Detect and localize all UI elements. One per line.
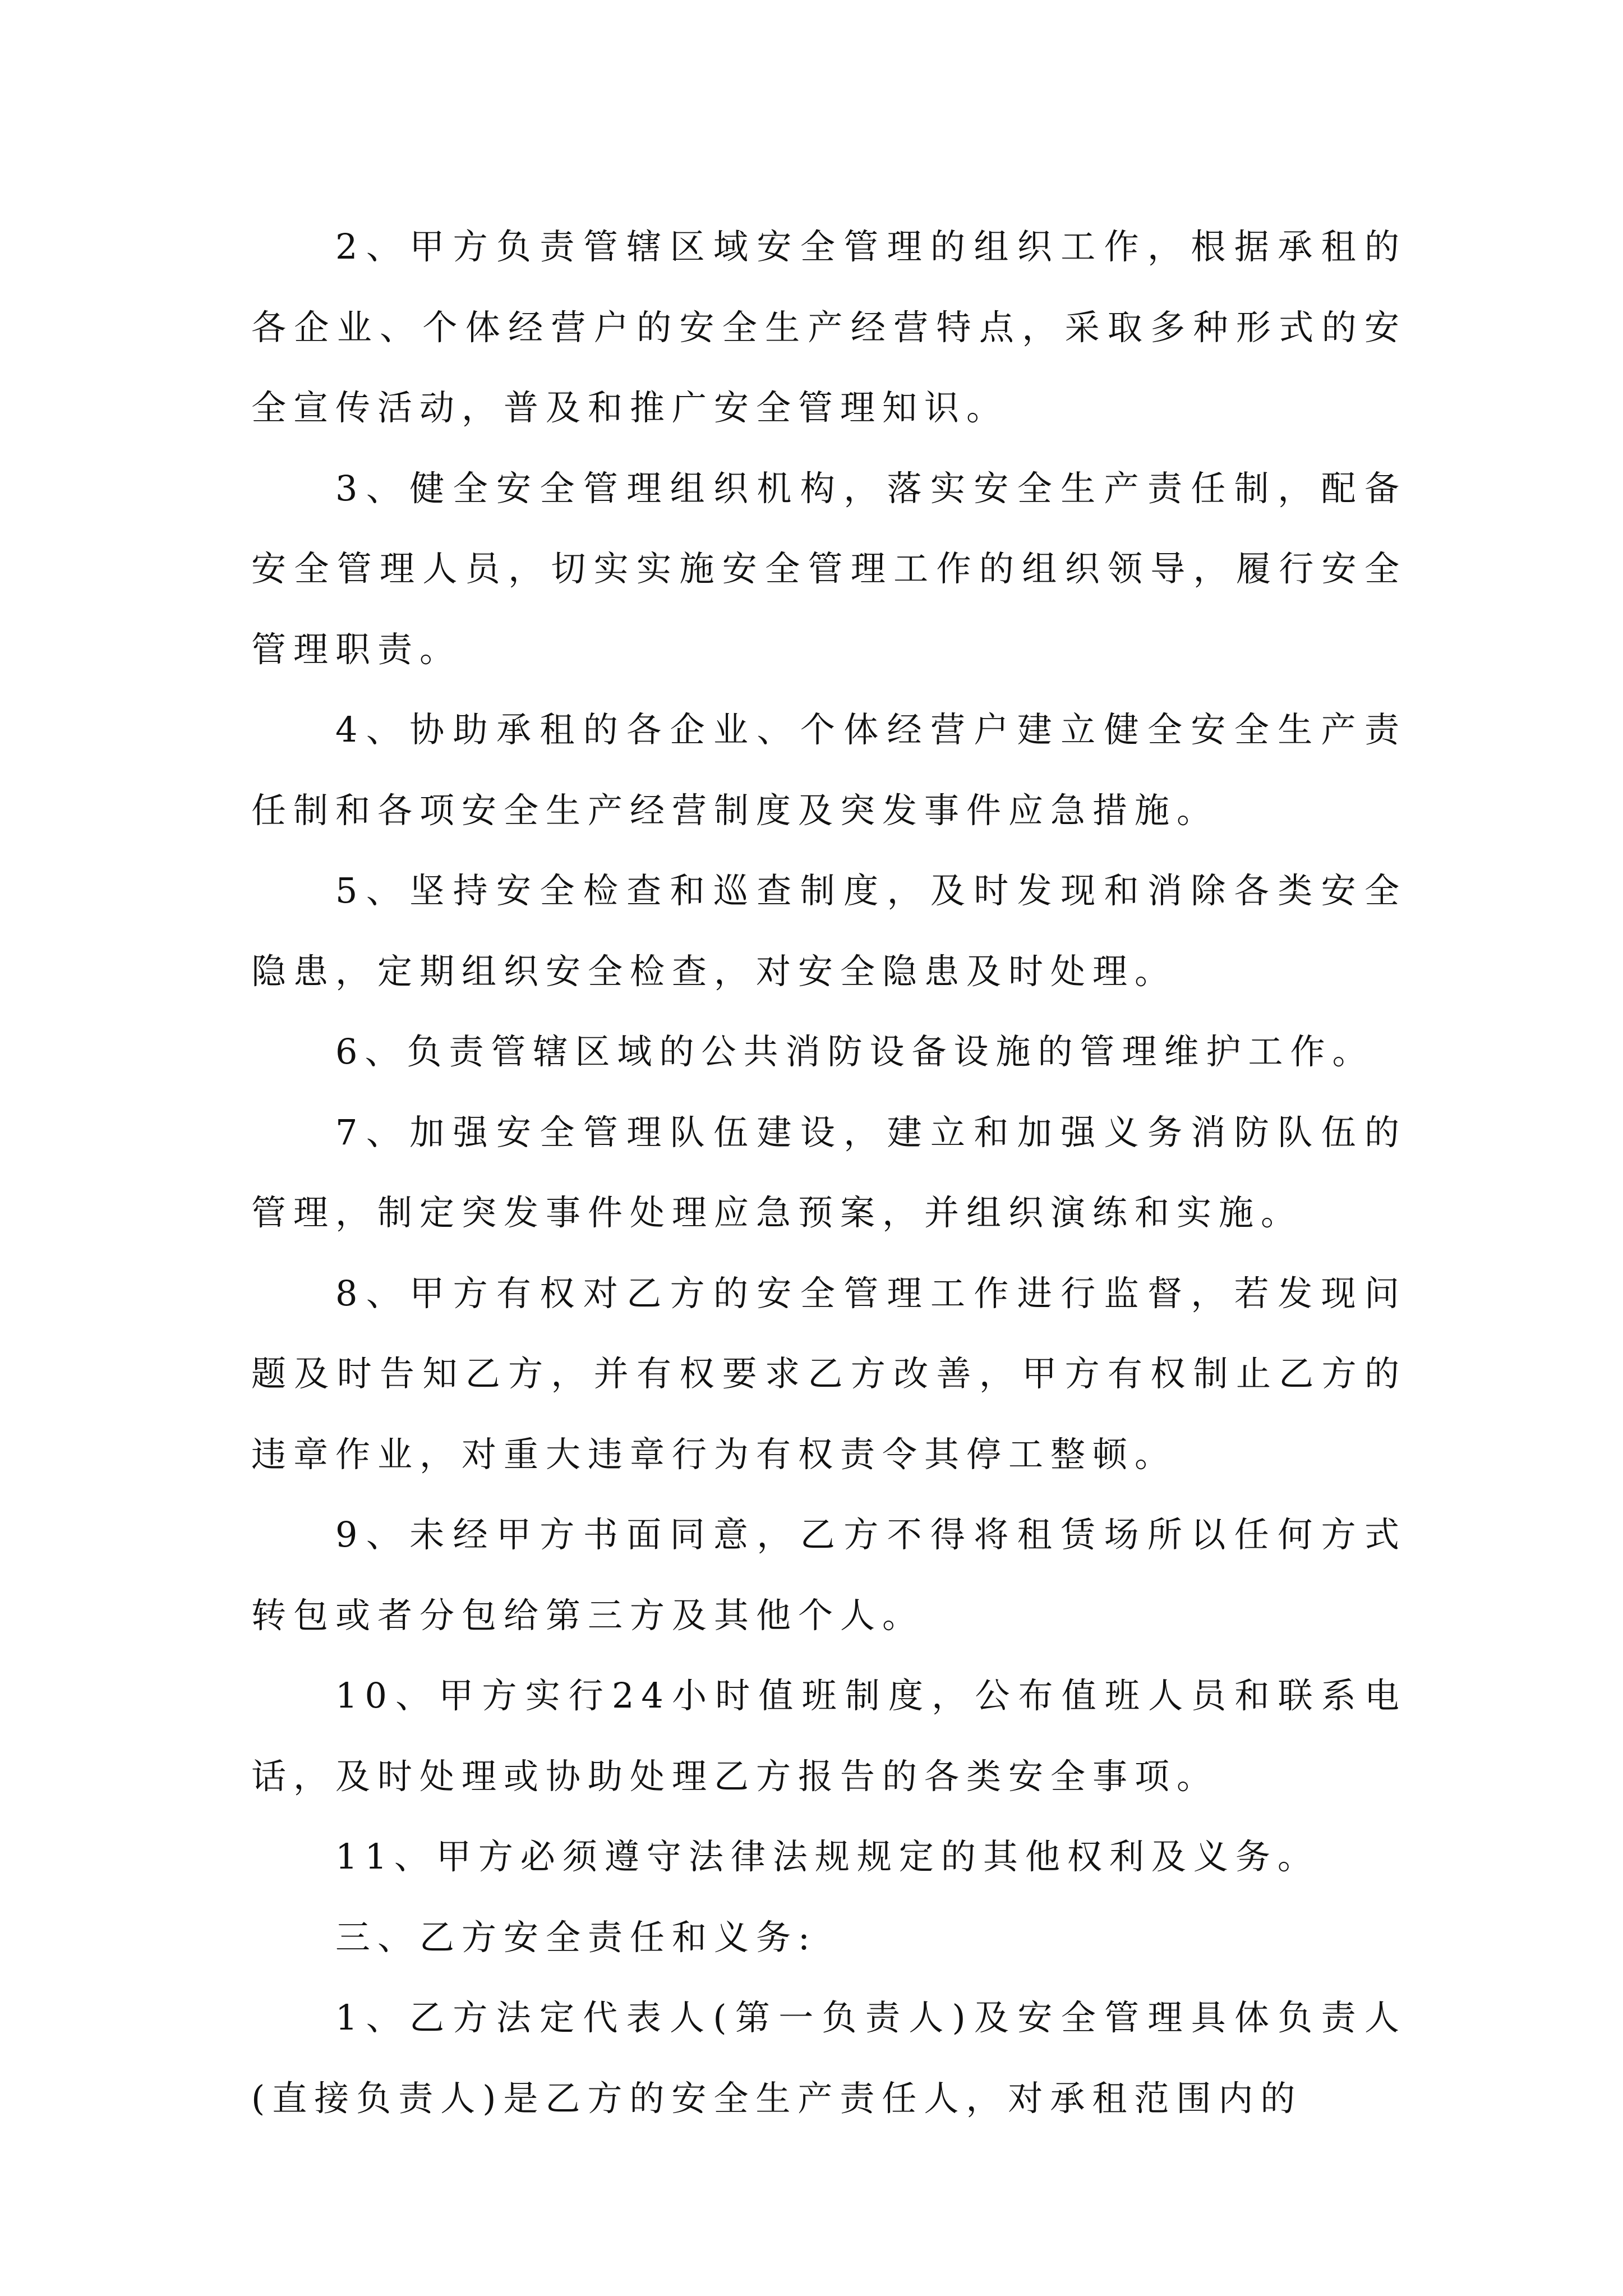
paragraph-item-2: 2、甲方负责管辖区域安全管理的组织工作，根据承租的各企业、个体经营户的安全生产经营特点，采取多种形式的安全宣传活动，普及和推广安全管理知识。 xyxy=(251,226,1407,428)
paragraph-item-1-party-b: 1、乙方法定代表人(第一负责人)及安全管理具体负责人(直接负责人)是乙方的安全生产责任人，对承租范围内的 xyxy=(251,1997,1407,2119)
section-heading-3: 三、乙方安全责任和义务: xyxy=(335,1916,817,1958)
paragraph-item-9: 9、未经甲方书面同意，乙方不得将租赁场所以任何方式转包或者分包给第三方及其他个人。 xyxy=(251,1514,1407,1636)
paragraph-item-3: 3、健全安全管理组织机构，落实安全生产责任制，配备安全管理人员，切实实施安全管理工作的组织领导，履行安全管理职责。 xyxy=(251,467,1407,670)
paragraph-item-7: 7、加强安全管理队伍建设，建立和加强义务消防队伍的管理，制定突发事件处理应急预案，并组织演练和实施。 xyxy=(251,1111,1407,1233)
paragraph-item-10: 10、甲方实行24小时值班制度，公布值班人员和联系电话，及时处理或协助处理乙方报告的各类安全事项。 xyxy=(251,1675,1407,1797)
paragraph-item-5: 5、坚持安全检查和巡查制度，及时发现和消除各类安全隐患，定期组织安全检查，对安全隐患及时处理。 xyxy=(251,870,1407,992)
document-body xyxy=(251,206,1407,2138)
paragraph-item-6: 6、负责管辖区域的公共消防设备设施的管理维护工作。 xyxy=(335,1031,1375,1072)
paragraph-item-11: 11、甲方必须遵守法律法规规定的其他权利及义务。 xyxy=(335,1836,1320,1877)
paragraph-item-4: 4、协助承租的各企业、个体经营户建立健全安全生产责任制和各项安全生产经营制度及突发事件应急措施。 xyxy=(251,709,1407,831)
paragraph-item-8: 8、甲方有权对乙方的安全管理工作进行监督，若发现问题及时告知乙方，并有权要求乙方改善，甲方有权制止乙方的违章作业，对重大违章行为有权责令其停工整顿。 xyxy=(251,1272,1407,1475)
